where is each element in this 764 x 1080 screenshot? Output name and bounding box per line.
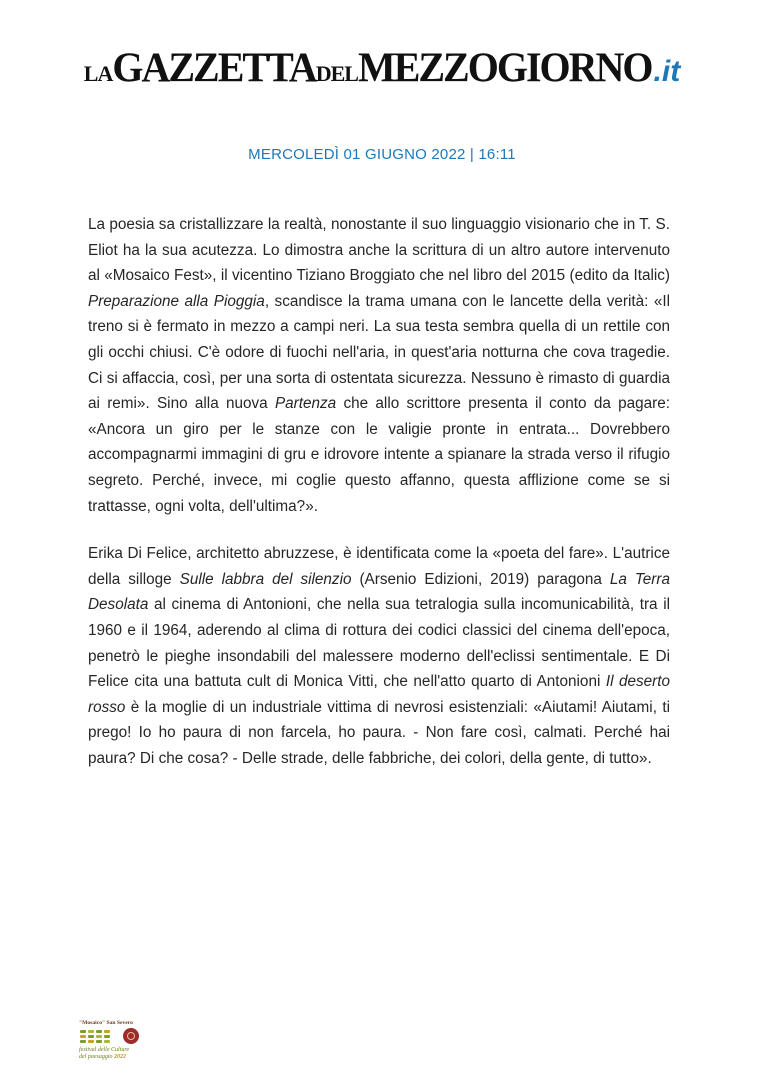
festival-logo-line-2: del paesaggio bbox=[79, 1053, 113, 1060]
p1-text-3: che allo scrittore presenta il conto da pagare: «Ancora un giro per le stanze con le valigie pronte in entrata... Dovrebbero accompagnarmi immagini di gru e idrovore intente a spianare la strada verso il rifugio segreto. Perché, invece, mi coglie questo affanno, questa afflizione come se si trattasse, ogni volta, dell'ultima?». bbox=[88, 395, 671, 515]
festival-logo-line-1: festival delle Culture bbox=[79, 1047, 130, 1053]
p1-text-2: , scandisce la trama umana con le lancette della verità: «Il treno si è fermato in mezzo a campi neri. La sua testa sembra quella di un rettile con gli occhi chiusi. C'è odore di fuochi nell'aria, in quest'aria notturna che cova tragedie. Ci si affaccia, così, per una sorta di ostentata sicurezza. Nessuno è rimasto di guardia ai remi». Sino alla nuova bbox=[88, 292, 670, 413]
festival-logo-year: 2022 bbox=[114, 1053, 126, 1060]
logo-del: DEL bbox=[315, 61, 358, 86]
p2-book-title: Sulle labbra del silenzio bbox=[179, 570, 352, 588]
festival-logo bbox=[79, 1020, 145, 1066]
festival-logo-mosaic-icon bbox=[80, 1030, 110, 1046]
festival-logo-top-line: "Mosaico" San Severo bbox=[79, 1020, 133, 1026]
logo-suffix: .it bbox=[653, 55, 681, 88]
p2-text-1: Erika Di Felice, architetto abruzzese, è identificata come la «poeta del fare». L'autrice della silloge bbox=[88, 545, 670, 588]
article-paragraph-1 bbox=[88, 212, 670, 519]
p2-text-3: al cinema di Antonioni, che nella sua tetralogia sulla incomunicabilità, tra il 1960 e il 1964, aderendo al clima di rottura dei codici classici del cinema dell'epoca, penetrò le pieghe insondabili del malessere moderno dell'eclissi sentimentale. E Di Felice cita una battuta cult di Monica Vitti, che nell'atto quarto di Antonioni bbox=[88, 596, 670, 691]
newspaper-logo[interactable] bbox=[83, 43, 681, 92]
logo-la: LA bbox=[83, 61, 113, 86]
p2-poem-title: La Terra Desolata bbox=[88, 570, 670, 614]
p2-text-4: è la moglie di un industriale vittima di nevrosi esistenziali: «Aiutami! Aiutami, ti prego! Io ho paura di non farcela, ho paura. - Non fare così, calmati. Perché hai paura? Di che cosa? - Delle strade, delle fabbriche, dei colori, della gente, di tutto». bbox=[88, 698, 670, 767]
p1-book-title: Preparazione alla Pioggia bbox=[88, 292, 265, 310]
article-paragraph-2 bbox=[88, 541, 670, 771]
logo-mezzogiorno: MEZZOGIORNO bbox=[357, 43, 652, 92]
p2-film-title: Il deserto rosso bbox=[88, 673, 670, 716]
masthead bbox=[0, 43, 764, 96]
p1-poem-title: Partenza bbox=[274, 395, 337, 413]
article-dateline: MERCOLEDÌ 01 GIUGNO 2022 | 16:11 bbox=[248, 146, 516, 163]
festival-logo-text bbox=[79, 1047, 145, 1060]
article-body bbox=[88, 212, 670, 793]
p1-text-1: La poesia sa cristallizzare la realtà, nonostante il suo linguaggio visionario che in T. S. Eliot ha la sua acutezza. Lo dimostra anche la scrittura di un altro autore intervenuto al «Mosaico Fest», il vicentino Tiziano Broggiato che nel libro del 2015 (edito da Italic) bbox=[88, 216, 670, 285]
logo-gazzetta: GAZZETTA bbox=[112, 43, 316, 92]
p2-text-2: (Arsenio Edizioni, 2019) paragona bbox=[351, 570, 610, 588]
festival-logo-circle-icon bbox=[123, 1028, 139, 1044]
